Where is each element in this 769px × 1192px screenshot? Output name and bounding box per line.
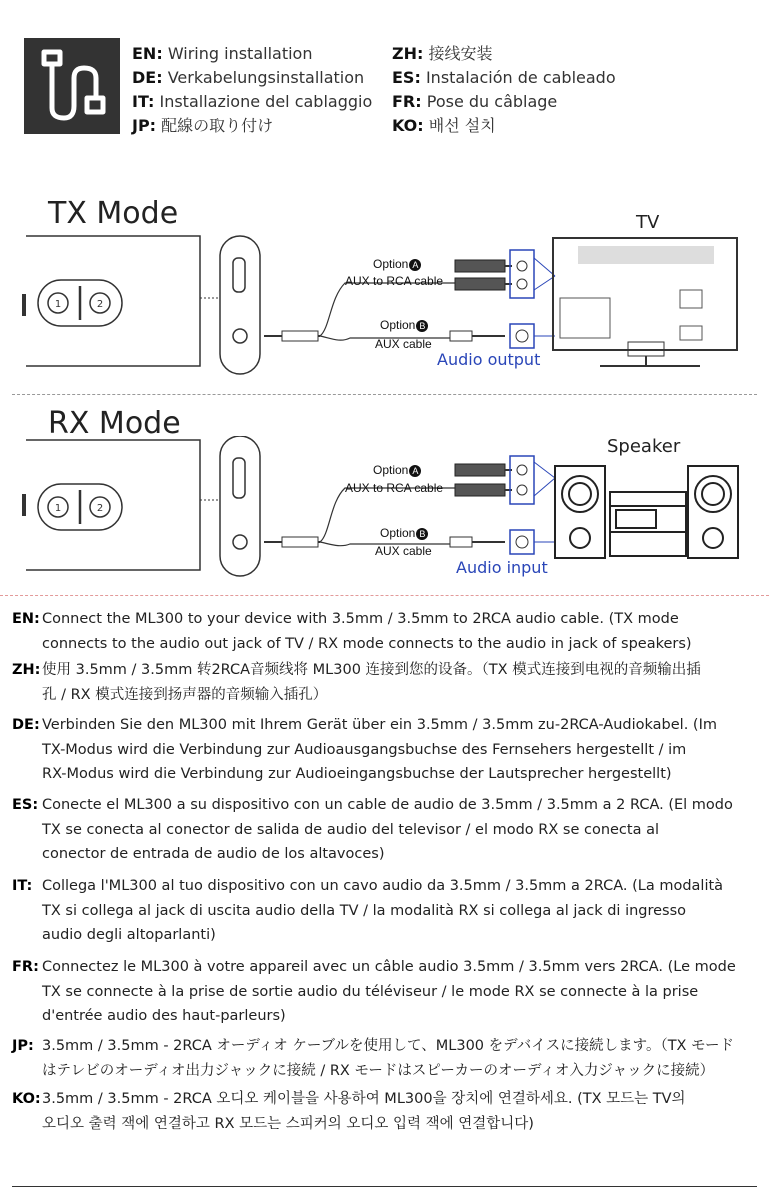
tx-cable-a: AUX to RCA cable bbox=[345, 274, 444, 288]
header-code: KO: bbox=[392, 116, 424, 135]
header-col-right bbox=[392, 42, 616, 138]
instruction-line: Collega l'ML300 al tuo dispositivo con un cavo audio da 3.5mm / 3.5mm a 2RCA. (La modalità bbox=[42, 878, 724, 894]
instruction-line: 使用 3.5mm / 3.5mm 转2RCA音频线将 ML300 连接到您的设备。（TX 模式连接到电视的音频输出插 bbox=[42, 662, 701, 678]
instruction-it bbox=[12, 874, 757, 948]
rx-cable-b: AUX cable bbox=[375, 544, 432, 558]
option-text: Option bbox=[380, 318, 416, 332]
tx-option-a bbox=[373, 257, 421, 271]
header-text: 接线安装 bbox=[428, 44, 493, 63]
instruction-ko bbox=[12, 1087, 757, 1136]
instruction-line: TX se connecte à la prise de sortie audio du téléviseur / le mode RX se connecte à la prise bbox=[42, 983, 699, 1000]
footer-line bbox=[12, 1186, 757, 1187]
header-code: IT: bbox=[132, 92, 155, 111]
instruction-line: 3.5mm / 3.5mm - 2RCA 오디오 케이블을 사용하여 ML300을 장치에 연결하세요. (TX 모드는 TV의 bbox=[42, 1091, 686, 1107]
rx-cable-a: AUX to RCA cable bbox=[345, 481, 444, 495]
instruction-en bbox=[12, 607, 757, 656]
tx-cable-b: AUX cable bbox=[375, 337, 432, 351]
instruction-line: はテレビのオーディオ出力ジャックに接続 / RX モードはスピーカーのオーディオ入力ジャックに接続） bbox=[42, 1062, 715, 1079]
instruction-line: RX-Modus wird die Verbindung zur Audioeingangsbuchse der Lautsprecher hergestellt) bbox=[42, 766, 672, 783]
instruction-fr bbox=[12, 955, 757, 1029]
header-text: Wiring installation bbox=[167, 44, 313, 63]
tx-mode-title: TX Mode bbox=[48, 196, 179, 231]
instruction-line: connects to the audio out jack of TV / RX mode connects to the audio in jack of speakers) bbox=[42, 635, 692, 652]
divider bbox=[12, 394, 757, 395]
instruction-line: 오디오 출력 잭에 연결하고 RX 모드는 스피커의 오디오 입력 잭에 연결합니다) bbox=[42, 1115, 534, 1132]
btn-2-text: 2 bbox=[96, 503, 104, 514]
header-text: Installazione del cablaggio bbox=[159, 92, 373, 111]
header-code: EN: bbox=[132, 44, 163, 63]
header-code: DE: bbox=[132, 68, 163, 87]
speaker-label: Speaker bbox=[607, 436, 681, 457]
audio-output-label: Audio output bbox=[437, 350, 541, 369]
tx-diagram bbox=[0, 228, 769, 388]
instruction-jp bbox=[12, 1034, 757, 1083]
instruction-es bbox=[12, 793, 757, 867]
header-text: Pose du câblage bbox=[426, 92, 558, 111]
instruction-line: audio degli altoparlanti) bbox=[42, 927, 216, 944]
tv-label: TV bbox=[636, 212, 660, 233]
header-text: 配線の取り付け bbox=[161, 116, 274, 135]
instruction-line: 孔 / RX 模式连接到扬声器的音频输入插孔） bbox=[42, 686, 328, 703]
option-text: Option bbox=[373, 463, 409, 477]
section-divider bbox=[0, 595, 769, 596]
rx-option-b bbox=[380, 526, 428, 540]
instruction-line: Verbinden Sie den ML300 mit Ihrem Gerät über ein 3.5mm / 3.5mm zu-2RCA-Audiokabel. (Im bbox=[42, 717, 717, 733]
lang-code: KO: bbox=[12, 1091, 41, 1107]
lang-code: EN: bbox=[12, 611, 40, 627]
instruction-line: Connectez le ML300 à votre appareil avec un câble audio 3.5mm / 3.5mm vers 2RCA. (Le mode bbox=[42, 959, 736, 975]
option-text: Option bbox=[373, 257, 409, 271]
instruction-zh bbox=[12, 658, 757, 707]
header-code: FR: bbox=[392, 92, 422, 111]
header-text: Instalación de cableado bbox=[425, 68, 616, 87]
lang-code: FR: bbox=[12, 959, 39, 975]
lang-code: IT: bbox=[12, 878, 33, 894]
option-b-badge: B bbox=[416, 528, 428, 540]
header-text: 배선 설치 bbox=[428, 116, 496, 135]
instruction-line: conector de entrada de audio de los altavoces) bbox=[42, 846, 385, 863]
btn-1-text: 1 bbox=[54, 299, 62, 310]
tv-icon bbox=[553, 238, 737, 366]
header-col-left bbox=[132, 42, 372, 138]
rx-mode-title: RX Mode bbox=[48, 406, 181, 441]
instruction-line: Conecte el ML300 a su dispositivo con un cable de audio de 3.5mm / 3.5mm a 2 RCA. (El modo bbox=[42, 797, 733, 813]
rx-option-a bbox=[373, 463, 421, 477]
audio-input-label: Audio input bbox=[456, 558, 548, 577]
lang-code: ES: bbox=[12, 797, 39, 813]
header-code: ZH: bbox=[392, 44, 424, 63]
btn-1-text: 1 bbox=[54, 503, 62, 514]
instruction-line: 3.5mm / 3.5mm - 2RCA オーディオ ケーブルを使用して、ML300 をデバイスに接続します。（TX モード bbox=[42, 1038, 735, 1054]
option-b-badge: B bbox=[416, 320, 428, 332]
tx-option-b bbox=[380, 318, 428, 332]
header-code: JP: bbox=[132, 116, 157, 135]
instruction-line: TX-Modus wird die Verbindung zur Audioausgangsbuchse des Fernsehers hergestellt / im bbox=[42, 741, 687, 758]
instruction-line: d'entrée audio des haut-parleurs) bbox=[42, 1008, 286, 1025]
option-text: Option bbox=[380, 526, 416, 540]
lang-code: JP: bbox=[12, 1038, 34, 1054]
header-code: ES: bbox=[392, 68, 421, 87]
btn-2-text: 2 bbox=[96, 299, 104, 310]
speaker-icon bbox=[555, 466, 738, 558]
rx-diagram bbox=[0, 436, 769, 582]
option-a-badge: A bbox=[409, 259, 421, 271]
instruction-line: TX se conecta al conector de salida de audio del televisor / el modo RX se conecta al bbox=[42, 821, 660, 838]
option-a-badge: A bbox=[409, 465, 421, 477]
instruction-line: Connect the ML300 to your device with 3.5mm / 3.5mm to 2RCA audio cable. (TX mode bbox=[42, 611, 679, 627]
instruction-de bbox=[12, 713, 757, 787]
lang-code: ZH: bbox=[12, 662, 41, 678]
cable-icon bbox=[24, 38, 120, 134]
lang-code: DE: bbox=[12, 717, 40, 733]
instruction-line: TX si collega al jack di uscita audio della TV / la modalità RX si collega al jack di ingresso bbox=[42, 902, 687, 919]
header-text: Verkabelungsinstallation bbox=[167, 68, 365, 87]
